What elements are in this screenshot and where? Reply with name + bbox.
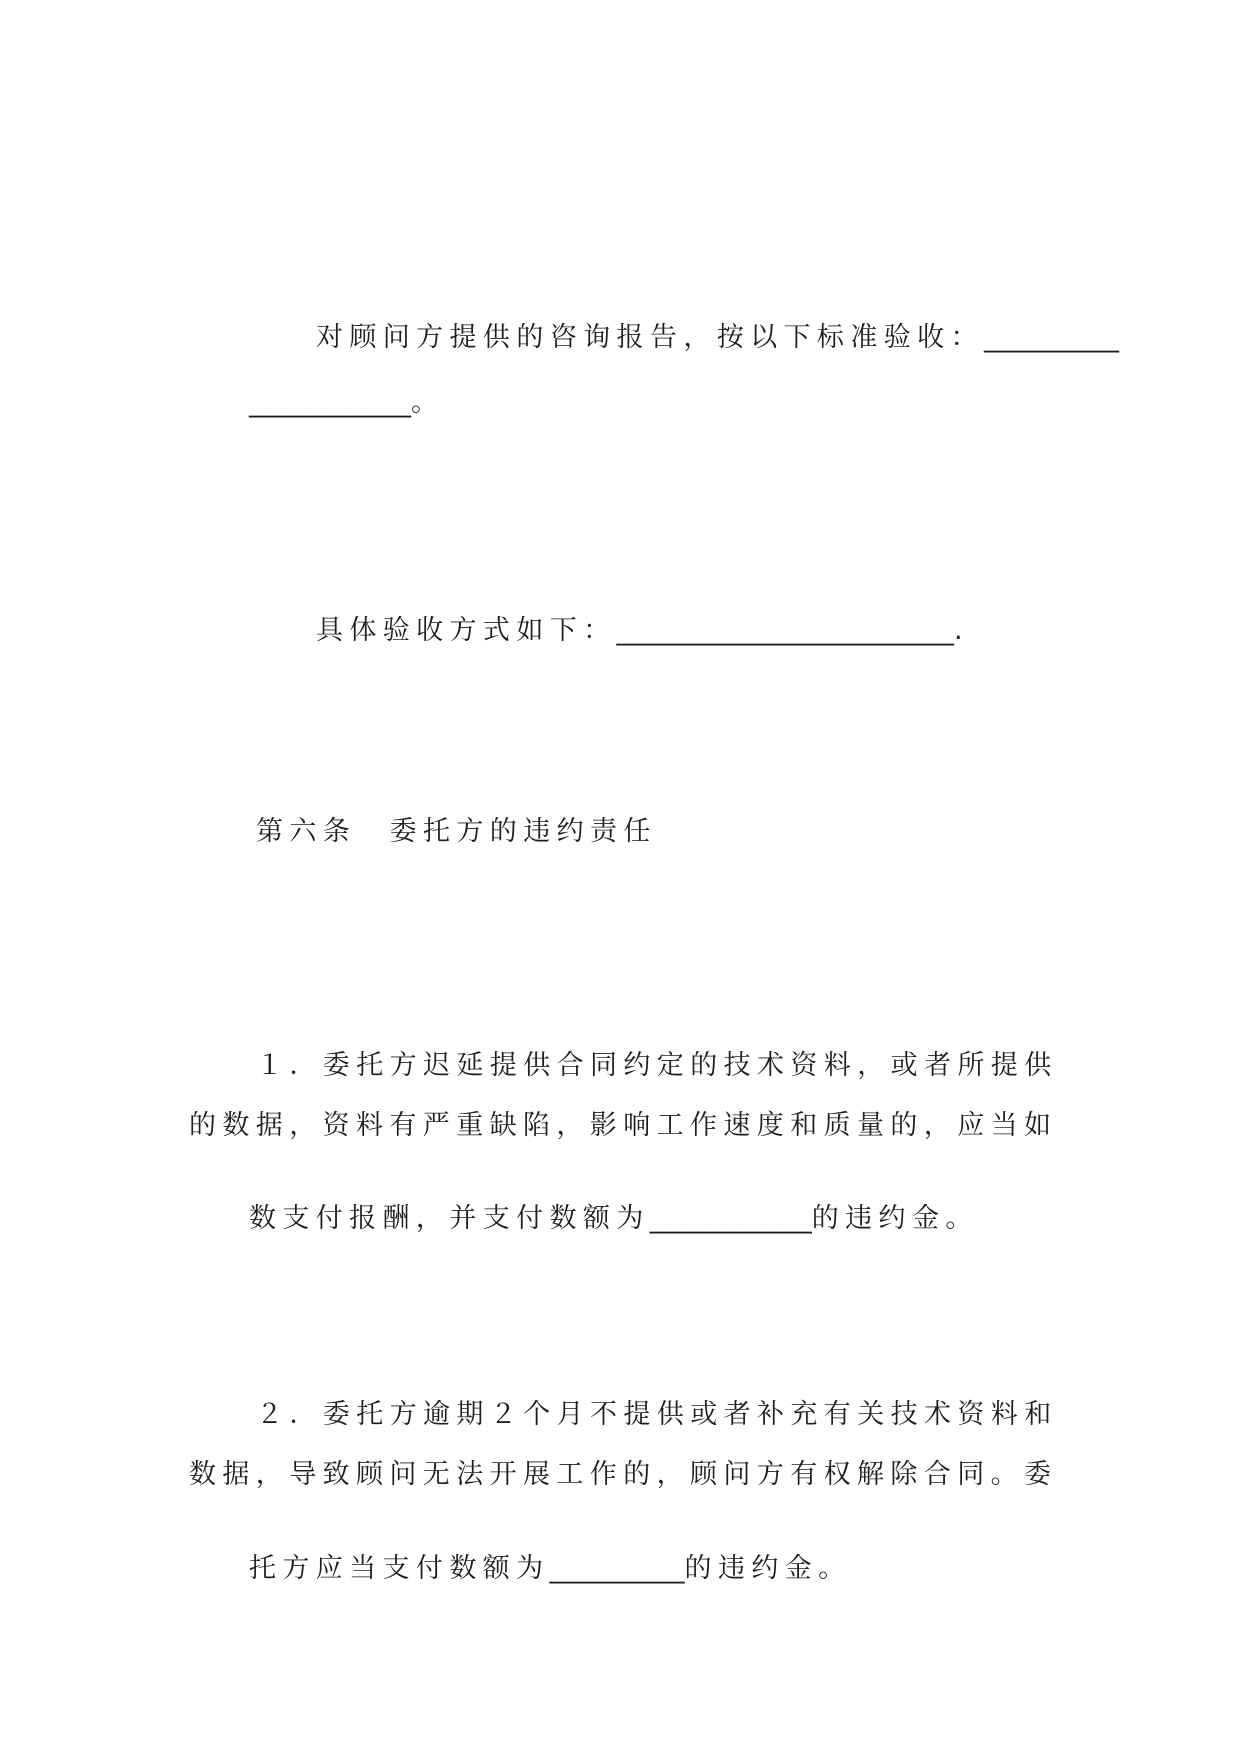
acceptance-method-text: 具体验收方式如下： — [315, 615, 617, 646]
clause-1-line-2: 的数据，资料有严重缺陷，影响工作速度和质量的，应当如 — [189, 1110, 1058, 1141]
clause-1-line-3-text: 数支付报酬，并支付数额为 — [248, 1203, 650, 1234]
acceptance-standard-end: 。 — [410, 387, 445, 418]
clause-1-line-3 — [189, 1168, 979, 1234]
article-6-heading: 第六条 委托方的违约责任 — [256, 816, 657, 847]
clause-2-line-3-end: 的违约金。 — [684, 1553, 852, 1584]
clause-2-line-3 — [189, 1518, 852, 1584]
clause-2-blank: __________ — [549, 1553, 685, 1584]
clause-1-blank: ____________ — [649, 1203, 812, 1234]
acceptance-standard-line-2 — [189, 352, 445, 418]
clause-2-line-3-text: 托方应当支付数额为 — [248, 1553, 550, 1584]
clause-2-line-2: 数据，导致顾问无法开展工作的，顾问方有权解除合同。委 — [189, 1459, 1058, 1490]
clause-1-line-1: １．委托方迟延提供合同约定的技术资料，或者所提供 — [256, 1050, 1058, 1081]
acceptance-standard-text: 对顾问方提供的咨询报告，按以下标准验收： — [315, 322, 984, 353]
acceptance-standard-line-1 — [256, 287, 1119, 353]
acceptance-method-end: . — [954, 615, 970, 646]
acceptance-method-line — [256, 580, 970, 646]
acceptance-standard-blank-2: ____________ — [248, 387, 411, 418]
acceptance-standard-blank-1: __________ — [983, 322, 1119, 353]
clause-1-line-3-end: 的违约金。 — [811, 1203, 979, 1234]
clause-2-line-1: ２．委托方逾期２个月不提供或者补充有关技术资料和 — [256, 1399, 1058, 1430]
acceptance-method-blank: _________________________ — [616, 615, 955, 646]
